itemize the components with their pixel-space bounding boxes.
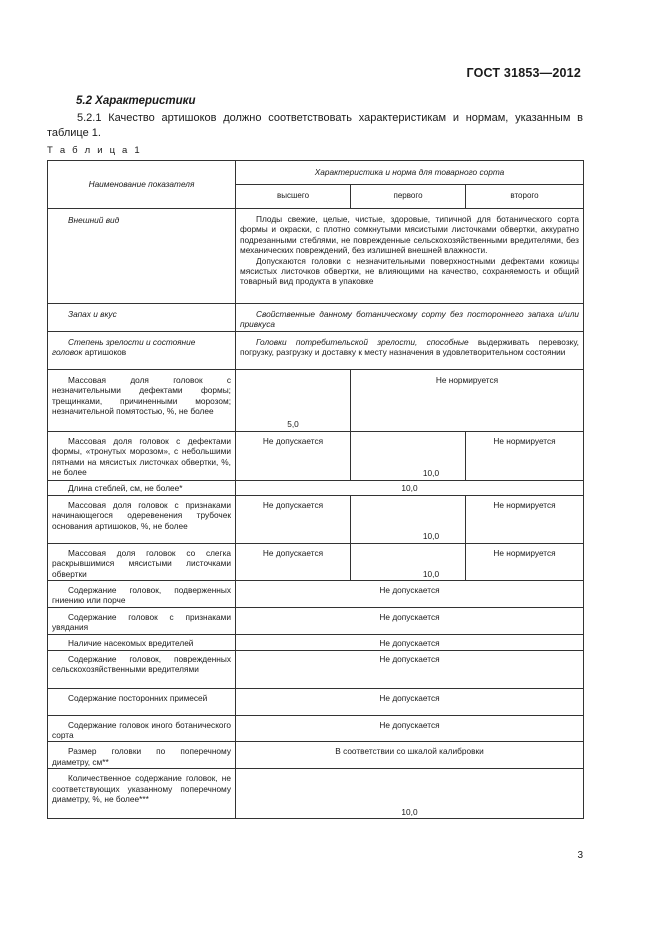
row-value-first: 10,0: [351, 543, 466, 580]
row-name: Наличие насекомых вредителей: [48, 634, 236, 650]
table-header-row: [48, 161, 584, 185]
row-name: Содержание головок, подверженных гниению или порче: [48, 581, 236, 608]
row-name: Длина стеблей, см, не более*: [48, 480, 236, 495]
table-caption: Т а б л и ц а 1: [47, 145, 142, 156]
table-row: [48, 650, 584, 688]
table-row: [48, 304, 584, 332]
column-header-grade-top: высшего: [236, 185, 351, 209]
row-value: Свойственные данному ботаническому сорту без постороннего запаха и/или привкуса: [236, 304, 584, 332]
row-name: [48, 331, 236, 369]
row-name: Массовая доля головок со слегка раскрывшимися мясистыми листочками обвертки: [48, 543, 236, 580]
row-value: Не допускается: [236, 715, 584, 742]
table-row: [48, 581, 584, 608]
page-number: 3: [577, 850, 583, 861]
row-name: Содержание посторонних примесей: [48, 688, 236, 715]
row-value-first: 10,0: [351, 495, 466, 543]
row-name: Массовая доля головок с признаками начинающегося одеревенения трубочек основания артишоков, %, не более: [48, 495, 236, 543]
row-value-paragraph: Плоды свежие, целые, чистые, здоровые, типичной для ботанического сорта формы и окраски, с плотно сомкнутыми мясистыми листочками обвертки, аккуратно подрезанными стеблями, не поврежденные сельскохозяйственными вредителями, без механических повреждений, без излишней внешней влажности.: [240, 214, 579, 256]
row-name-part: головок: [52, 347, 83, 358]
row-name: Массовая доля головок с дефектами формы, «тронутых морозом», с небольшими пятнами на мясистых листочках обвертки, %, не более: [48, 431, 236, 480]
row-value: 10,0: [236, 769, 584, 819]
table-row: [48, 209, 584, 304]
column-header-grade-first: первого: [351, 185, 466, 209]
row-value: Не допускается: [236, 688, 584, 715]
intro-paragraph: 5.2.1 Качество артишоков должно соответствовать характеристикам и нормам, указанным в таблице 1.: [47, 112, 583, 139]
row-value: [236, 209, 584, 304]
row-value: Не допускается: [236, 607, 584, 634]
table-row: [48, 634, 584, 650]
table-row: [48, 769, 584, 819]
section-title: 5.2 Характеристики: [76, 95, 196, 107]
row-value: Не допускается: [236, 581, 584, 608]
table-row: [48, 688, 584, 715]
row-name: Запах и вкус: [48, 304, 236, 332]
column-header-name: Наименование показателя: [48, 161, 236, 209]
table-row: [48, 742, 584, 769]
characteristics-table: [47, 160, 584, 819]
row-name: Содержание головок, поврежденных сельскохозяйственными вредителями: [48, 650, 236, 688]
row-value: 10,0: [236, 480, 584, 495]
row-value-top: Не допускается: [236, 431, 351, 480]
row-value-first: 10,0: [351, 431, 466, 480]
row-value-paragraph: Допускаются головки с незначительными поверхностными дефектами кожицы мясистых листочков обвертки, не влияющими на качество, сохраняемость и общий товарный вид продукта в упаковке: [240, 255, 579, 287]
row-value-second: Не нормируется: [466, 495, 584, 543]
row-value-second: Не нормируется: [466, 431, 584, 480]
table-row: [48, 607, 584, 634]
row-value-top: Не допускается: [236, 543, 351, 580]
row-value: Не допускается: [236, 634, 584, 650]
row-value: В соответствии со шкалой калибровки: [236, 742, 584, 769]
standard-code: ГОСТ 31853—2012: [466, 66, 581, 80]
row-value-part: выдерживать перевозку, погрузку, разгрузку и доставку к месту назначения в удовлетворительном состоянии: [240, 336, 579, 358]
table-row: [48, 369, 584, 431]
column-header-grade-second: второго: [466, 185, 584, 209]
table-row: [48, 331, 584, 369]
row-name-part: артишоков: [82, 347, 127, 358]
table-row: [48, 715, 584, 742]
row-value-first-second: Не нормируется: [351, 369, 584, 431]
row-name-part: Степень зрелости и состояние: [68, 336, 196, 347]
column-header-group: Характеристика и норма для товарного сорта: [236, 161, 584, 185]
table-row: [48, 480, 584, 495]
row-value: Не допускается: [236, 650, 584, 688]
row-value-part: Головки потребительской зрелости, способные: [256, 336, 469, 347]
table-row: [48, 495, 584, 543]
row-value: [236, 331, 584, 369]
row-name: Размер головки по поперечному диаметру, см**: [48, 742, 236, 769]
row-value-top: Не допускается: [236, 495, 351, 543]
row-value-second: Не нормируется: [466, 543, 584, 580]
row-name: Содержание головок с признаками увядания: [48, 607, 236, 634]
row-name: Массовая доля головок с незначительными дефектами формы; трещинками, причиненными морозом; незначительной помятостью, %, не более: [48, 369, 236, 431]
row-name: Внешний вид: [48, 209, 236, 304]
row-name: Количественное содержание головок, не соответствующих указанному поперечному диаметру, %, не более***: [48, 769, 236, 819]
row-value-top: 5,0: [236, 369, 351, 431]
table-row: [48, 431, 584, 480]
row-name: Содержание головок иного ботанического сорта: [48, 715, 236, 742]
table-row: [48, 543, 584, 580]
